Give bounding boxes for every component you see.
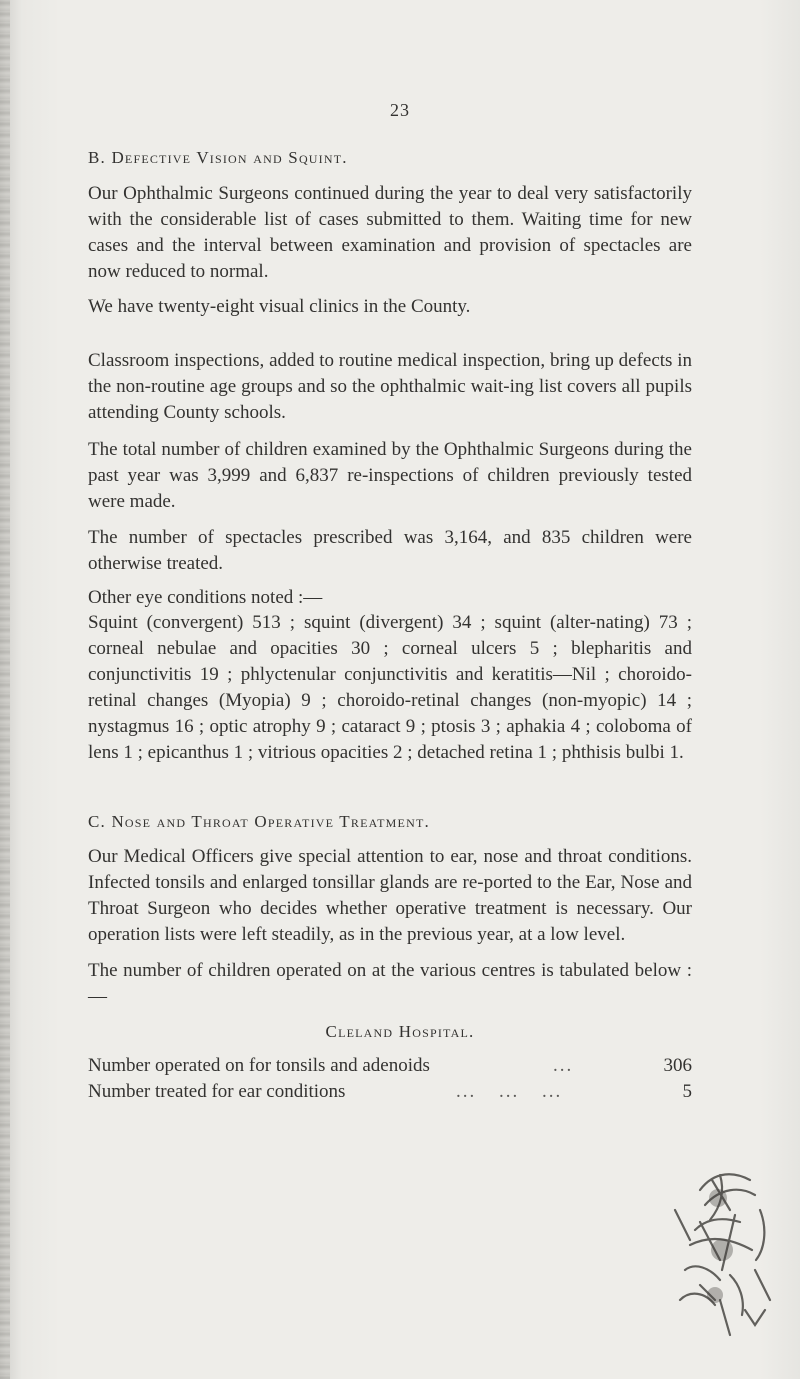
paragraph-b1 (88, 181, 692, 285)
paragraph-b2 (88, 294, 692, 320)
row-label: Number treated for ear conditions (88, 1081, 346, 1102)
paragraph-b7 (88, 610, 692, 766)
table-row (88, 1079, 692, 1105)
paragraph-text: Other eye conditions noted :— (88, 587, 323, 608)
paragraph-text: Our Ophthalmic Surgeons continued during the year to deal very satisfactorily with the considerable list of cases submitted to them. Waiting time for new cases and the interval between examination and provision of spectacles are now reduced to normal. (88, 183, 692, 282)
paragraph-text: The number of spectacles prescribed was 3,164, and 835 children were otherwise treated. (88, 527, 692, 574)
table-row (88, 1053, 692, 1079)
row-label: Number operated on for tonsils and adenoids (88, 1055, 430, 1076)
paragraph-b6 (88, 585, 692, 611)
paragraph-c1 (88, 844, 692, 948)
paragraph-c2 (88, 958, 692, 1010)
paragraph-b4 (88, 437, 692, 515)
paragraph-text: The number of children operated on at the various centres is tabulated below :— (88, 960, 692, 1007)
book-spine-shadow (0, 0, 10, 1379)
paragraph-text: Our Medical Officers give special attention to ear, nose and throat conditions. Infected tonsils and enlarged tonsillar glands are re-ported to the Ear, Nose and Throat Surgeon who decides whether operative treatment is necessary. Our operation lists were left steadily, as in the previous year, at a low level. (88, 846, 692, 945)
row-value: 5 (682, 1081, 692, 1102)
paragraph-text: We have twenty-eight visual clinics in the County. (88, 296, 471, 317)
paragraph-text: Classroom inspections, added to routine medical inspection, bring up defects in the non-routine age groups and so the ophthalmic wait-ing list covers all pupils attending County schools. (88, 350, 692, 423)
cleland-hospital-heading: Cleland Hospital. (325, 1022, 475, 1041)
row-leader-dots: ... (553, 1055, 574, 1076)
row-value: 306 (663, 1055, 692, 1076)
paragraph-text: The total number of children examined by the Ophthalmic Surgeons during the past year was 3,999 and 6,837 re-inspections of children previously tested were made. (88, 439, 692, 512)
section-c-heading: C. Nose and Throat Operative Treatment. (88, 812, 430, 831)
section-b-heading: B. Defective Vision and Squint. (88, 148, 348, 167)
paragraph-text: Squint (convergent) 513 ; squint (divergent) 34 ; squint (alter-nating) 73 ; corneal nebulae and opacities 30 ; corneal ulcers 5 ; blepharitis and conjunctivitis 19 ; phlyctenular conjunctivitis and keratitis—Nil ; choroido-retinal changes (Myopia) 9 ; choroido-retinal changes (non-myopic) 14 ; nystagmus 16 ; optic atrophy 9 ; cataract 9 ; ptosis 3 ; aphakia 4 ; coloboma of lens 1 ; epicanthus 1 ; vitrious opacities 2 ; detached retina 1 ; phthisis bulbi 1. (88, 612, 692, 763)
library-stamp-mark (660, 1150, 800, 1350)
paragraph-b5 (88, 525, 692, 577)
page-number: 23 (390, 100, 410, 120)
paragraph-b3 (88, 348, 692, 426)
row-leader-dots: ... ... ... (456, 1081, 563, 1102)
